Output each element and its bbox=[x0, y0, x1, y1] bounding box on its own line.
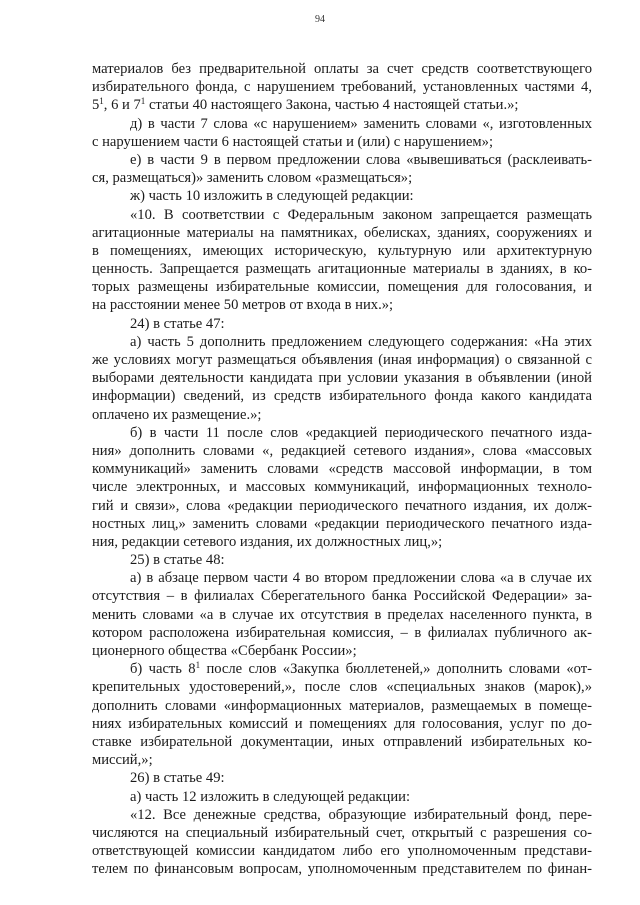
text-line: миссий,»; bbox=[92, 752, 153, 769]
text-line: ся, размещаться)» заменить словом «размещаться»; bbox=[92, 170, 413, 187]
text-line: коммуникаций» заменить словами «средств массовой информации, в том bbox=[92, 461, 592, 478]
text-line: менить словами «а в случае их отсутствия в пределах населенного пункта, в bbox=[92, 606, 592, 623]
text-line: $5^1$, 6 и $7^1$ статьи 40 настоящего Закона, частью 4 настоящей статьи.»; bbox=[92, 96, 519, 114]
text-line: ния» дополнить словами «, редакцией сетевого издания», слова «массовых bbox=[92, 442, 592, 459]
text-line: дополнить словами «информационных материалов, размещаемых в помеще- bbox=[92, 697, 592, 714]
text-line: котором расположена избирательная комиссия, – в филиалах публичного ак- bbox=[92, 624, 592, 641]
text-line: числе электронных, и массовых коммуникаций, информационных техноло- bbox=[92, 479, 592, 496]
text-line: «12. Все денежные средства, образующие избирательный фонд, пере- bbox=[130, 806, 592, 823]
text-line: ценность. Запрещается размещать агитационные материалы в зданиях, в ко- bbox=[92, 261, 592, 278]
text-line: торых размещены избирательные комиссии, помещения для голосования, и bbox=[92, 279, 592, 296]
text-line: «10. В соответствии с Федеральным законом запрещается размещать bbox=[130, 206, 592, 223]
text-line: 25) в статье 48: bbox=[130, 552, 225, 569]
text-line: материалов без предварительной оплаты за счет средств соответствующего bbox=[92, 61, 592, 77]
text-line: гий и связи», слова «редакции периодического печатного издания, их долж- bbox=[92, 497, 592, 514]
text-line: ж) часть 10 изложить в следующей редакции: bbox=[130, 188, 414, 205]
text-line: е) в части 9 в первом предложении слова «вывешиваться (расклеивать- bbox=[130, 151, 592, 168]
text-line: ностных лиц,» заменить словами «редакции периодического печатного изда- bbox=[92, 515, 592, 532]
text-line: б) часть $8^1$ после слов «Закупка бюллетеней,» дополнить словами «от- bbox=[130, 660, 592, 678]
text-line: телем по финансовым вопросам, уполномоченным представителем по финан- bbox=[92, 861, 592, 878]
text-line: выборами деятельности кандидата при условии указания в объявлении (иной bbox=[92, 370, 592, 387]
text-line: а) часть 5 дополнить предложением следующего содержания: «На этих bbox=[130, 333, 592, 350]
text-line: 26) в статье 49: bbox=[130, 770, 225, 787]
text-line: числяются на специальный избирательный счет, открытый с разрешения со- bbox=[92, 824, 592, 841]
text-line: агитационные материалы на памятниках, обелисках, зданиях, сооружениях и bbox=[92, 224, 592, 241]
text-line: в помещениях, имеющих историческую, культурную или архитектурную bbox=[92, 242, 592, 259]
document-body bbox=[92, 60, 592, 878]
text-line: избирательного фонда, с нарушением требований, установленных частями 4, bbox=[92, 79, 592, 96]
text-line: б) в части 11 после слов «редакцией периодического печатного изда- bbox=[130, 424, 592, 441]
text-line: 24) в статье 47: bbox=[130, 315, 225, 332]
text-line: оплачено их размещение.»; bbox=[92, 406, 262, 423]
text-line: с нарушением части 6 настоящей статьи и (или) с нарушением»; bbox=[92, 133, 494, 150]
text-line: на расстоянии менее 50 метров от входа в них.»; bbox=[92, 297, 394, 314]
text-line: ниях избирательных комиссий и помещениях для голосования, услуг по до- bbox=[92, 715, 592, 732]
text-line: ставке избирательной документации, иных отправлений избирательных ко- bbox=[92, 733, 592, 750]
text-line: ответствующей комиссии кандидатом либо его уполномоченным представи- bbox=[92, 843, 592, 860]
text-line: же условиях могут размещаться объявления (иная информация) о связанной с bbox=[92, 352, 592, 368]
text-line: ния, редакции сетевого издания, их должностных лиц,»; bbox=[92, 533, 443, 550]
page-number: 94 bbox=[315, 14, 325, 25]
text-line: информации) сведений, из средств избирательного фонда какого кандидата bbox=[92, 388, 592, 405]
text-line: крепительных удостоверений,», после слов «специальных знаков (марок),» bbox=[92, 679, 592, 696]
text-line: ционерного общества «Сбербанк России»; bbox=[92, 643, 357, 659]
text-line: д) в части 7 слова «с нарушением» заменить словами «, изготовленных bbox=[130, 115, 592, 132]
text-line: отсутствия – в филиалах Сберегательного банка Российской Федерации» за- bbox=[92, 588, 592, 605]
text-line: а) в абзаце первом части 4 во втором предложении слова «а в случае их bbox=[130, 570, 592, 587]
text-line: а) часть 12 изложить в следующей редакции: bbox=[130, 788, 411, 805]
